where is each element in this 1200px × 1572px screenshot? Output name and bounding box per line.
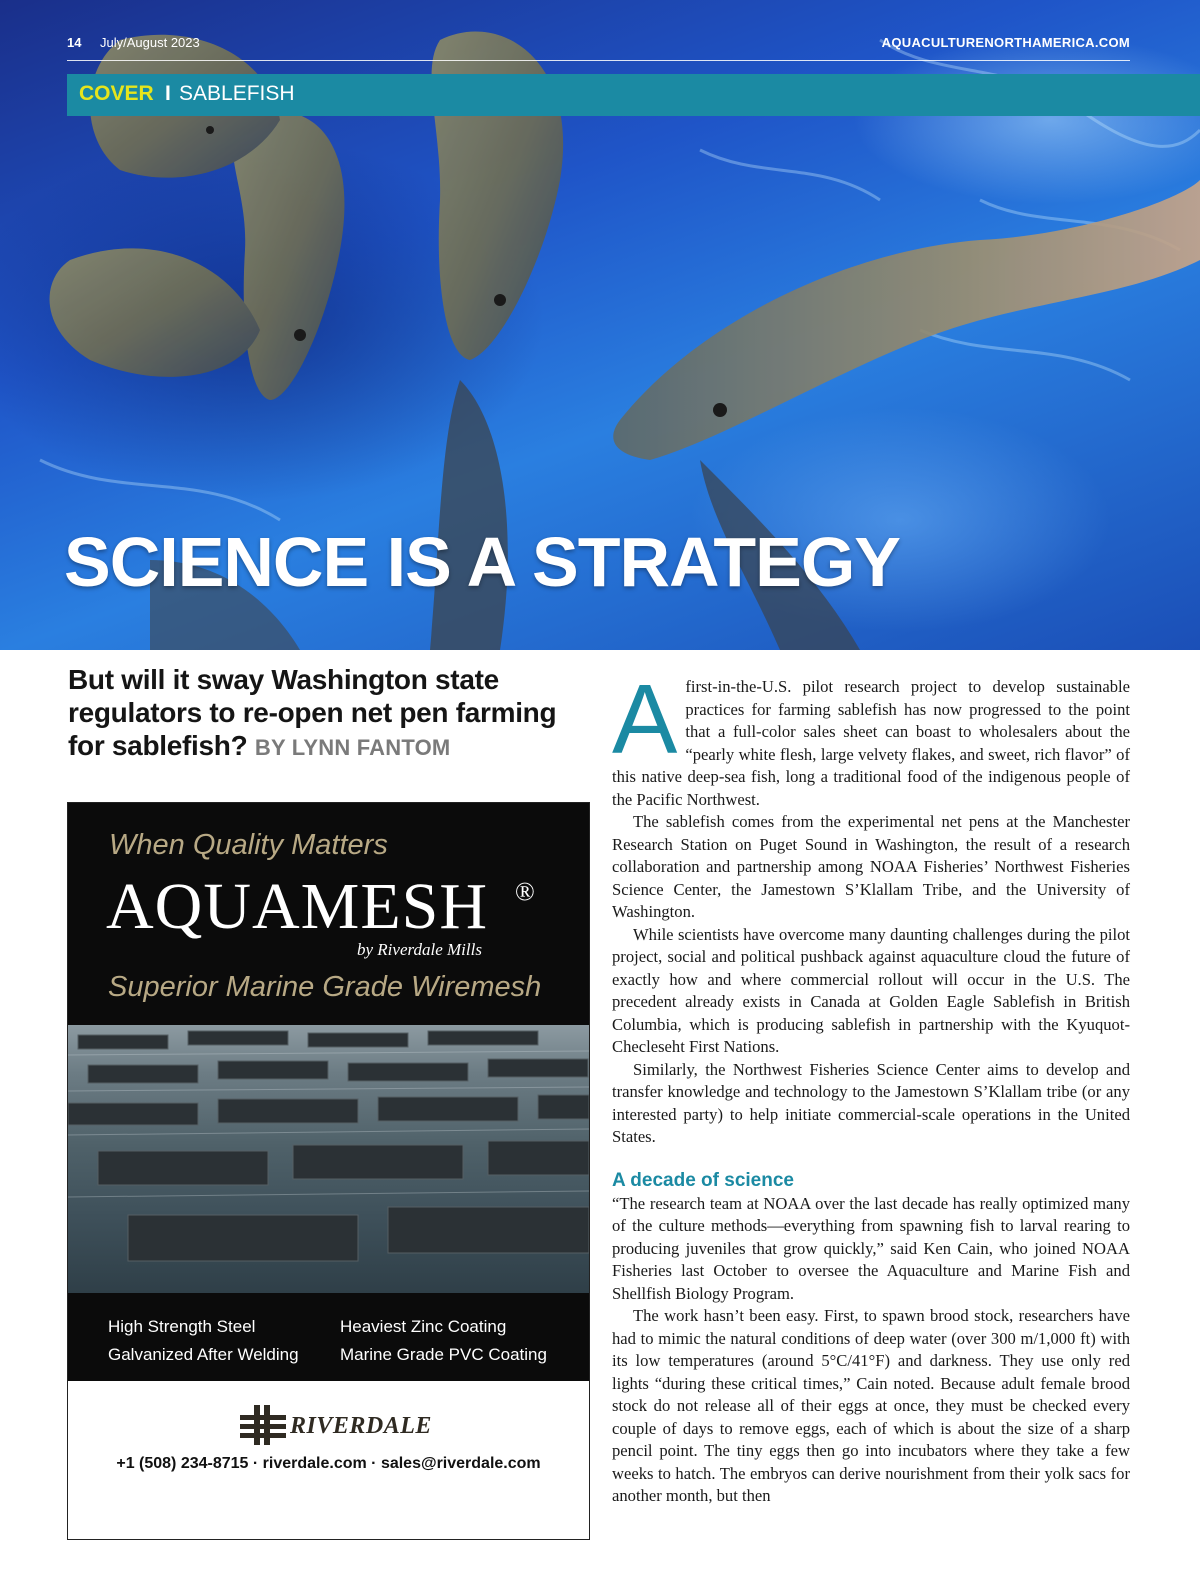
net-pen-illustration	[68, 1025, 589, 1293]
article-paragraph: Similarly, the Northwest Fisheries Science Center aims to develop and transfer knowledge and technology to the Jamestown S’Klallam tribe (or any interested party) to help initiate commercial-scale operations in the United States.	[612, 1059, 1130, 1146]
ad-features	[68, 1293, 589, 1381]
article-body	[612, 664, 1130, 1508]
riverdale-cross-icon	[238, 1403, 288, 1447]
running-header	[67, 34, 1130, 61]
ad-brand: AQUAMESH	[106, 870, 489, 943]
section-bar	[67, 74, 1200, 116]
ad-contact-info[interactable]: +1 (508) 234-8715 · riverdale.com · sales@riverdale.com	[116, 1455, 541, 1472]
feature-item: High Strength Steel	[108, 1317, 256, 1336]
ad-tagline-top: When Quality Matters	[109, 829, 388, 861]
section-topic: SABLEFISH	[179, 82, 295, 105]
article-deck	[68, 663, 593, 764]
feature-item: Heaviest Zinc Coating	[340, 1317, 507, 1336]
issue-date: July/August 2023	[100, 35, 200, 50]
ad-by-line: by Riverdale Mills	[357, 940, 482, 959]
deck-text: But will it sway Washington state regulators to re-open net pen farming for sablefish?	[68, 664, 557, 761]
article-headline: SCIENCE IS A STRATEGY	[64, 523, 900, 601]
aquamesh-advertisement[interactable]	[67, 802, 590, 1540]
drop-cap: A	[612, 664, 678, 774]
byline: BY LYNN FANTOM	[254, 735, 451, 760]
net-pen-photo	[68, 1025, 589, 1293]
paragraph-text: first-in-the-U.S. pilot research project to develop sustainable practices for farming sablefish has now progressed to the point that a full-color sales sheet can boast to wholesalers about the “pearly white flesh, large velvety flakes, and sweet, rich flavor” of this native deep-sea fish, long a traditional food of the indigenous people of the Pacific Northwest.	[612, 677, 1130, 809]
logo-wordmark: RIVERDALE	[290, 1413, 432, 1439]
section-separator: I	[165, 82, 171, 105]
feature-item: Marine Grade PVC Coating	[340, 1345, 547, 1364]
article-paragraph: The work hasn’t been easy. First, to spawn brood stock, researchers have had to mimic the natural conditions of deep water (over 300 m/1,000 ft) with its low temperatures (around 5°C/41°F) and darkness. They use only red lights “during these critical times,” Cain noted. Because adult female brood stock do not release all of their eggs at once, they must be checked every couple of days to remove eggs, each of which is about the size of a sharp pencil point. The tiny eggs then go into incubators where they take a few weeks to hatch. The embryos can derive nourishment from their yolk sacs for another month, but then	[612, 1306, 1130, 1505]
ad-header	[68, 803, 589, 1025]
section-label: COVER	[79, 82, 154, 105]
ad-tagline-bottom: Superior Marine Grade Wiremesh	[108, 971, 542, 1003]
article-paragraph: “The research team at NOAA over the last decade has really optimized many of the culture methods—everything from spawning fish to larval rearing to producing juveniles that grow quickly,” said Ken Cain, who joined NOAA Fisheries last October to oversee the Aquaculture and Marine Fish and Shellfish Biology Program.	[612, 1193, 1130, 1303]
section-subhead: A decade of science	[612, 1169, 794, 1191]
website-link[interactable]: AQUACULTURENORTHAMERICA.COM	[881, 35, 1130, 50]
registered-mark: ®	[515, 877, 535, 906]
page-number: 14	[67, 35, 82, 50]
article-paragraph	[612, 664, 1130, 811]
feature-item: Galvanized After Welding	[108, 1345, 299, 1364]
article-paragraph: The sablefish comes from the experimental net pens at the Manchester Research Station on Puget Sound in Washington, the result of a research collaboration and partnership among NOAA Fisheries’ Northwest Fisheries Science Center, the Jamestown S’Klallam Tribe, and the University of Washington.	[612, 812, 1130, 921]
riverdale-logo	[238, 1403, 432, 1447]
hero-photo	[0, 0, 1200, 650]
article-paragraph: While scientists have overcome many daunting challenges during the pilot project, social and political pushback against aquaculture cloud the future of exactly how and where commercial rollout will occur in the U.S. The precedent already exists in Canada at Golden Eagle Sablefish in British Columbia, which is producing sablefish in partnership with the Kyuquot-Checleseht First Nations.	[612, 924, 1130, 1056]
